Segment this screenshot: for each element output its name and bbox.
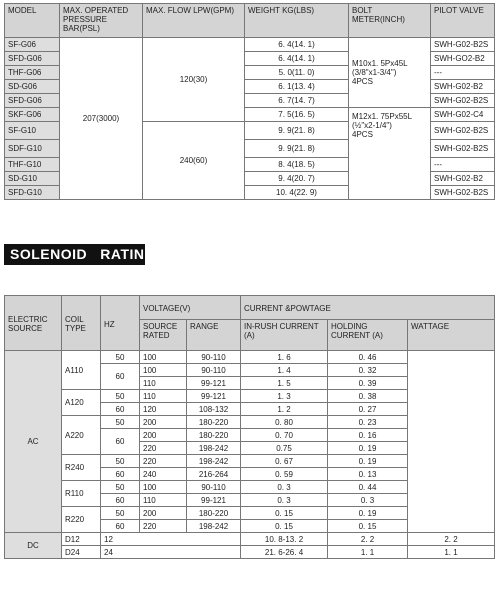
hz-cell: 24 (101, 546, 241, 559)
electric-source-cell: AC (5, 351, 62, 533)
range-cell: 180-220 (187, 429, 241, 442)
model-cell: SDF-G10 (5, 140, 60, 158)
pilot-cell: SWH-G02-B2S (431, 122, 495, 140)
holding-cell: 0. 38 (328, 390, 408, 403)
hz-cell: 60 (101, 403, 140, 416)
solenoid-rating-table (4, 295, 495, 559)
range-cell: 90-110 (187, 481, 241, 494)
header-electric-source: ELECTRIC SOURCE (5, 296, 62, 351)
pilot-cell: SWH-G02-B2S (431, 38, 495, 52)
weight-cell: 9. 4(20. 7) (245, 172, 349, 186)
table-row (5, 546, 495, 559)
source-rated-cell: 200 (140, 507, 187, 520)
range-cell: 99-121 (187, 390, 241, 403)
pilot-cell: --- (431, 66, 495, 80)
table-row (5, 38, 495, 52)
weight-cell: 10. 4(22. 9) (245, 186, 349, 200)
header-coil-type: COIL TYPE (62, 296, 101, 351)
range-cell: 99-121 (187, 377, 241, 390)
range-cell: 10. 8-13. 2 (241, 533, 328, 546)
inrush-cell: 0. 67 (241, 455, 328, 468)
inrush-cell: 0.75 (241, 442, 328, 455)
range-cell: 108-132 (187, 403, 241, 416)
hz-cell: 60 (101, 520, 140, 533)
hz-cell: 60 (101, 429, 140, 455)
holding-cell: 0. 32 (328, 364, 408, 377)
range-cell: 21. 6-26. 4 (241, 546, 328, 559)
header-voltage: VOLTAGE(V) (140, 296, 241, 320)
inrush-cell: 0. 70 (241, 429, 328, 442)
holding-cell: 2. 2 (408, 533, 495, 546)
holding-cell: 0. 3 (328, 494, 408, 507)
range-cell: 198-242 (187, 520, 241, 533)
hz-cell: 50 (101, 351, 140, 364)
weight-cell: 6. 4(14. 1) (245, 38, 349, 52)
header-bolt: BOLT METER(INCH) (349, 4, 431, 38)
header-pressure: MAX. OPERATED PRESSURE BAR(PSL) (60, 4, 143, 38)
inrush-cell: 1. 4 (241, 364, 328, 377)
pilot-cell: SWH-G02-B2S (431, 140, 495, 158)
hz-cell: 60 (101, 364, 140, 390)
weight-cell: 8. 4(18. 5) (245, 158, 349, 172)
model-cell: SFD-G06 (5, 94, 60, 108)
header-inrush-current: IN-RUSH CURRENT (A) (241, 320, 328, 351)
inrush-cell: 0. 59 (241, 468, 328, 481)
model-cell: SF-G06 (5, 38, 60, 52)
inrush-cell: 1. 3 (241, 390, 328, 403)
holding-cell: 1. 1 (408, 546, 495, 559)
coil-type-cell: A110 (62, 351, 101, 390)
electric-source-cell: DC (5, 533, 62, 559)
inrush-cell: 0. 3 (241, 481, 328, 494)
source-rated-cell: 220 (140, 520, 187, 533)
weight-cell: 7. 5(16. 5) (245, 108, 349, 122)
holding-cell: 0. 16 (328, 429, 408, 442)
source-rated-cell: 200 (140, 416, 187, 429)
solenoid-rating-banner: SOLENOID RATING (4, 244, 145, 265)
coil-type-cell: R110 (62, 481, 101, 507)
weight-cell: 6. 4(14. 1) (245, 52, 349, 66)
coil-type-cell: R240 (62, 455, 101, 481)
weight-cell: 6. 7(14. 7) (245, 94, 349, 108)
holding-cell: 0. 23 (328, 416, 408, 429)
inrush-cell: 0. 80 (241, 416, 328, 429)
valve-spec-table (4, 3, 495, 200)
holding-cell: 0. 44 (328, 481, 408, 494)
coil-type-cell: A120 (62, 390, 101, 416)
model-cell: SFD-G10 (5, 186, 60, 200)
bolt-cell: M10x1. 5Px45L (3/8"x1-3/4") 4PCS (349, 38, 431, 108)
header-hz: HZ (101, 296, 140, 351)
holding-cell: 0. 46 (328, 351, 408, 364)
pilot-cell: SWH-G02-C4 (431, 108, 495, 122)
header-current-powtage: CURRENT &POWTAGE (241, 296, 495, 320)
holding-cell: 0. 19 (328, 507, 408, 520)
range-cell: 180-220 (187, 507, 241, 520)
model-cell: SF-G10 (5, 122, 60, 140)
source-rated-cell: 100 (140, 351, 187, 364)
source-rated-cell: 100 (140, 481, 187, 494)
pilot-cell: SWH-G02-B2S (431, 186, 495, 200)
pilot-cell: SWH-GO2-B2 (431, 52, 495, 66)
source-rated-cell: 110 (140, 377, 187, 390)
hz-cell: 60 (101, 494, 140, 507)
weight-cell: 9. 9(21. 8) (245, 140, 349, 158)
weight-cell: 6. 1(13. 4) (245, 80, 349, 94)
pilot-cell: SWH-G02-B2 (431, 80, 495, 94)
inrush-cell: 0. 15 (241, 507, 328, 520)
coil-type-cell: D12 (62, 533, 101, 546)
source-rated-cell: 220 (140, 442, 187, 455)
hz-cell: 12 (101, 533, 241, 546)
header-flow: MAX. FLOW LPW(GPM) (143, 4, 245, 38)
holding-cell: 0. 19 (328, 442, 408, 455)
weight-cell: 5. 0(11. 0) (245, 66, 349, 80)
table-row (5, 533, 495, 546)
header-model: MODEL (5, 4, 60, 38)
coil-type-cell: A220 (62, 416, 101, 455)
pilot-cell: SWH-G02-B2S (431, 94, 495, 108)
holding-cell: 0. 39 (328, 377, 408, 390)
pressure-cell: 207(3000) (60, 38, 143, 200)
hz-cell: 50 (101, 390, 140, 403)
flow-cell: 120(30) (143, 38, 245, 122)
range-cell: 216-264 (187, 468, 241, 481)
weight-cell: 9. 9(21. 8) (245, 122, 349, 140)
inrush-cell: 0. 15 (241, 520, 328, 533)
model-cell: THF-G06 (5, 66, 60, 80)
range-cell: 99-121 (187, 494, 241, 507)
model-cell: THF-G10 (5, 158, 60, 172)
header-holding-current: HOLDING CURRENT (A) (328, 320, 408, 351)
bolt-cell: M12x1. 75Px55L (½"x2-1/4") 4PCS (349, 108, 431, 200)
inrush-cell: 2. 2 (328, 533, 408, 546)
coil-type-cell: D24 (62, 546, 101, 559)
range-cell: 198-242 (187, 442, 241, 455)
source-rated-cell: 200 (140, 429, 187, 442)
model-cell: SKF-G06 (5, 108, 60, 122)
range-cell: 90-110 (187, 364, 241, 377)
pilot-cell: SWH-G02-B2 (431, 172, 495, 186)
model-cell: SD-G10 (5, 172, 60, 186)
source-rated-cell: 120 (140, 403, 187, 416)
hz-cell: 60 (101, 468, 140, 481)
inrush-cell: 1. 2 (241, 403, 328, 416)
range-cell: 180-220 (187, 416, 241, 429)
inrush-cell: 0. 3 (241, 494, 328, 507)
header-range: RANGE (187, 320, 241, 351)
inrush-cell: 1. 6 (241, 351, 328, 364)
source-rated-cell: 240 (140, 468, 187, 481)
model-cell: SFD-G06 (5, 52, 60, 66)
holding-cell: 0. 13 (328, 468, 408, 481)
source-rated-cell: 220 (140, 455, 187, 468)
hz-cell: 50 (101, 481, 140, 494)
model-cell: SD-G06 (5, 80, 60, 94)
range-cell: 198-242 (187, 455, 241, 468)
inrush-cell: 1. 1 (328, 546, 408, 559)
flow-cell: 240(60) (143, 122, 245, 200)
wattage-ac-cell (408, 351, 495, 533)
header-weight: WEIGHT KG(LBS) (245, 4, 349, 38)
header-wattage: WATTAGE (408, 320, 495, 351)
inrush-cell: 1. 5 (241, 377, 328, 390)
table-row (5, 351, 495, 364)
hz-cell: 50 (101, 455, 140, 468)
range-cell: 90-110 (187, 351, 241, 364)
coil-type-cell: R220 (62, 507, 101, 533)
hz-cell: 50 (101, 416, 140, 429)
hz-cell: 50 (101, 507, 140, 520)
header-source-rated: SOURCE RATED (140, 320, 187, 351)
source-rated-cell: 110 (140, 494, 187, 507)
holding-cell: 0. 27 (328, 403, 408, 416)
source-rated-cell: 100 (140, 364, 187, 377)
holding-cell: 0. 19 (328, 455, 408, 468)
header-pilot: PILOT VALVE (431, 4, 495, 38)
source-rated-cell: 110 (140, 390, 187, 403)
holding-cell: 0. 15 (328, 520, 408, 533)
pilot-cell: --- (431, 158, 495, 172)
